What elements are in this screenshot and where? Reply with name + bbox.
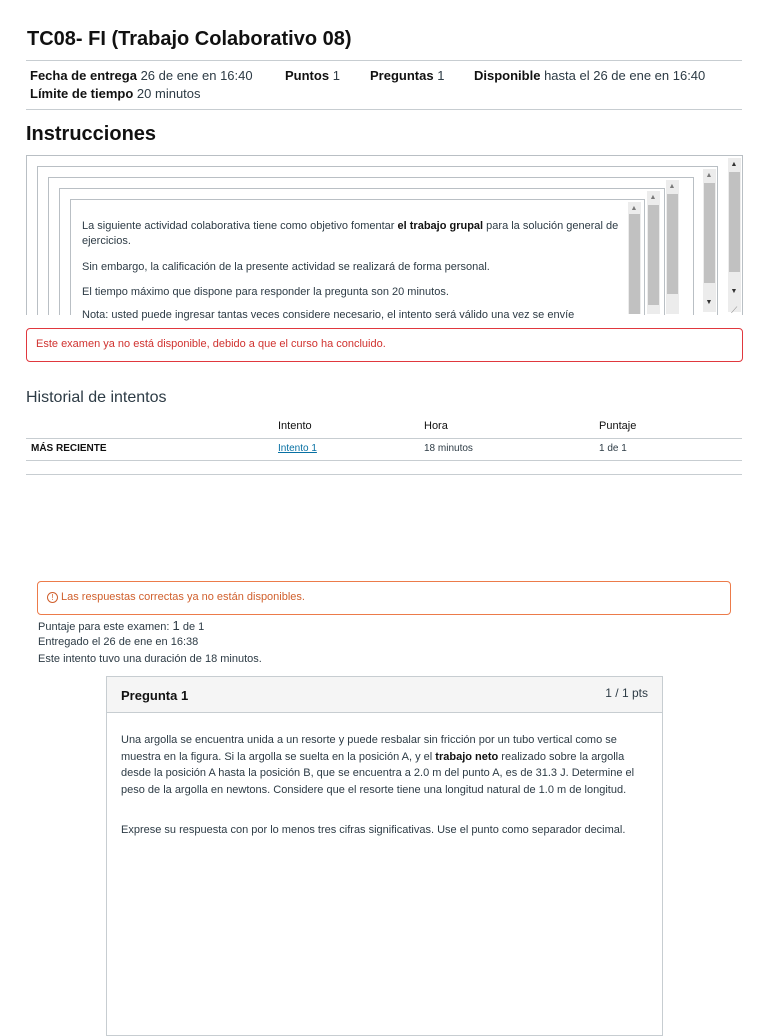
instructions-paragraph-2: Sin embargo, la calificación de la presente actividad se realizará de forma personal. (82, 261, 490, 273)
instructions-text: La siguiente actividad colaborativa tiene como objetivo fomentar (82, 220, 398, 232)
due-date (30, 68, 253, 83)
divider (26, 438, 742, 439)
instructions-paragraph-3: El tiempo máximo que dispone para responder la pregunta son 20 minutos. (82, 286, 449, 298)
questions-value: 1 (437, 68, 445, 83)
scrollbar[interactable] (628, 202, 641, 314)
score-suffix: de 1 (179, 621, 205, 633)
question-header (107, 677, 662, 713)
questions (370, 68, 444, 83)
scrollbar[interactable] (647, 191, 660, 314)
instructions-heading: Instrucciones (26, 123, 157, 145)
resize-handle-icon[interactable]: ⟋ (731, 305, 738, 315)
divider (26, 109, 742, 110)
due-label: Fecha de entrega (30, 68, 137, 83)
divider (26, 460, 742, 461)
question-instructions: Exprese su respuesta con por lo menos tres cifras significativas. Use el punto como separador decimal. (121, 824, 626, 836)
scrollbar[interactable] (703, 169, 716, 312)
scroll-up-icon[interactable]: ▲ (668, 183, 676, 190)
scrollbar[interactable] (728, 158, 741, 312)
scrollbar-thumb[interactable] (648, 205, 659, 305)
availability (474, 68, 705, 83)
instructions-clip (70, 306, 626, 321)
time-limit (30, 86, 201, 101)
available-value: hasta el 26 de ene en 16:40 (544, 68, 706, 83)
score-prefix: Puntaje para este examen: (38, 621, 173, 633)
attempt-duration: Este intento tuvo una duración de 18 minutos. (38, 653, 262, 665)
instructions-paragraph-1 (82, 219, 622, 249)
submitted-date: Entregado el 26 de ene en 16:38 (38, 636, 199, 648)
history-col-score: Puntaje (599, 420, 637, 432)
history-col-attempt: Intento (278, 420, 312, 432)
quiz-title: TC08- FI (Trabajo Colaborativo 08) (27, 28, 352, 50)
time-limit-label: Límite de tiempo (30, 86, 134, 101)
divider (26, 474, 742, 475)
question-text-part: Una argolla se encuentra unida a un resorte y puede resbalar sin fricción por un tubo vertical como se muestra en la figura. Si la argolla se suelta en la posición A, y el (121, 734, 617, 763)
points-label: Puntos (285, 68, 330, 83)
question-bold-text: trabajo neto (435, 750, 499, 763)
scroll-up-icon[interactable]: ▲ (730, 161, 738, 168)
due-value: 26 de ene en 16:40 (140, 68, 253, 83)
question-points: 1 / 1 pts (605, 686, 648, 700)
instructions-bold-text: el trabajo grupal (397, 220, 484, 232)
question-text-part: realizado sobre la argolla desde la posición A hasta la posición B, que se encuentra a 2.0 m del punto A, es de 31.3 J. Determine el peso de la argolla en newtons. Considere que el resorte tiene una longitud natural de 1.0 m de longitud. (121, 750, 635, 796)
history-row-label: MÁS RECIENTE (31, 443, 107, 454)
points (285, 68, 340, 83)
time-limit-value: 20 minutos (136, 86, 201, 101)
question-title: Pregunta 1 (121, 688, 189, 703)
scroll-down-icon[interactable]: ▼ (705, 299, 713, 306)
question-text (121, 732, 649, 798)
answers-unavailable-alert (37, 581, 731, 615)
attempt-link[interactable]: Intento 1 (278, 443, 317, 454)
scrollbar-thumb[interactable] (667, 194, 678, 294)
instructions-text: para la solución general de ejercicios. (82, 220, 619, 247)
scroll-up-icon[interactable]: ▲ (630, 205, 638, 212)
score-summary (38, 618, 204, 633)
scroll-up-icon[interactable]: ▲ (649, 194, 657, 201)
scrollbar[interactable] (666, 180, 679, 314)
history-row-time: 18 minutos (424, 443, 473, 454)
scrollbar-thumb[interactable] (704, 183, 715, 283)
history-col-time: Hora (424, 420, 448, 432)
scrollbar-thumb[interactable] (729, 172, 740, 272)
history-row-attempt-link[interactable] (278, 443, 317, 454)
available-label: Disponible (474, 68, 541, 83)
divider (26, 60, 742, 61)
warning-circle-icon: ! (47, 592, 58, 603)
history-row-score: 1 de 1 (599, 443, 627, 454)
scrollbar-thumb[interactable] (629, 214, 640, 314)
points-value: 1 (332, 68, 340, 83)
answers-alert-text: Las respuestas correctas ya no están disponibles. (61, 591, 305, 603)
question-card (106, 676, 663, 1036)
exam-unavailable-alert: Este examen ya no está disponible, debido a que el curso ha concluido. (26, 328, 743, 362)
scroll-down-icon[interactable]: ▼ (730, 288, 738, 295)
history-heading: Historial de intentos (26, 389, 167, 406)
score-value: 1 (172, 618, 180, 633)
scroll-up-icon[interactable]: ▲ (705, 172, 713, 179)
instructions-paragraph-4: Nota: usted puede ingresar tantas veces considere necesario, el intento será válido una vez se envíe (82, 309, 575, 321)
questions-label: Preguntas (370, 68, 434, 83)
